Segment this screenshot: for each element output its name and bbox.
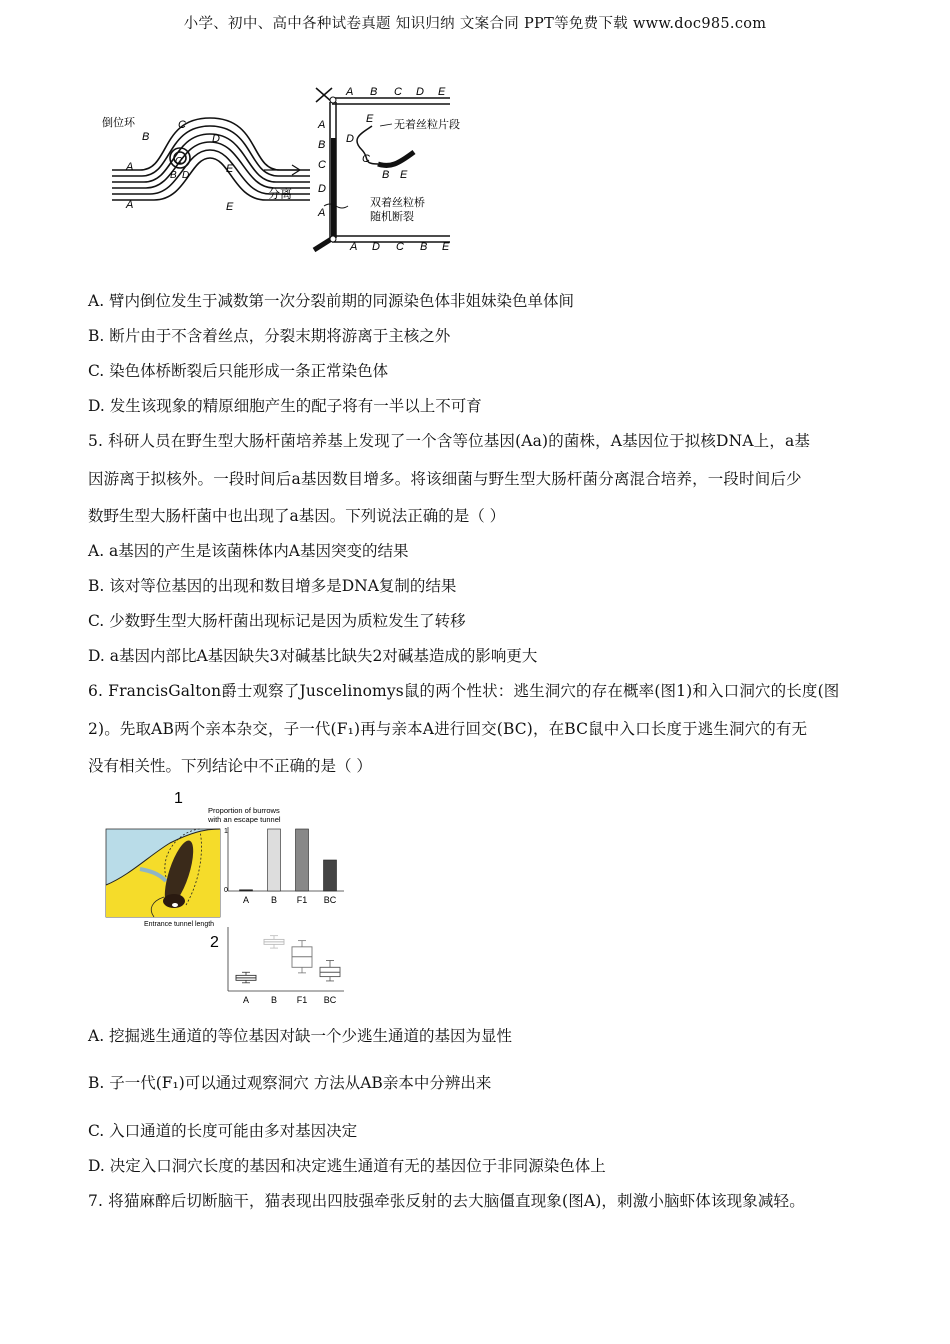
label-b1: B: [142, 131, 150, 143]
label-a1: A: [126, 161, 134, 173]
q5-stem-line3: 数野生型大肠杆菌中也出现了a基因。下列说法正确的是（ ）: [88, 507, 506, 525]
q7-stem-line1: 7. 将猫麻醉后切断脑干，猫表现出四肢强牵张反射的去大脑僵直现象(图A)，刺激小脑虾体该现象减轻。: [88, 1192, 805, 1210]
panel1-ymin: 0: [224, 887, 228, 894]
panel1-label: 1: [174, 790, 183, 807]
q4-option-d: D. 发生该现象的精原细胞产生的配子将有一半以上不可育: [88, 397, 482, 415]
frag-c: C: [362, 153, 370, 165]
top-seq-a: A: [346, 86, 354, 98]
top-seq-b: B: [370, 86, 378, 98]
bar-b: [268, 829, 281, 891]
label-c1: C: [178, 119, 186, 131]
q5-stem-line2: 因游离于拟核外。一段时间后a基因数目增多。将该细菌与野生型大肠杆菌分离混合培养，一段时间后少: [88, 470, 802, 488]
box-label-a: A: [242, 995, 250, 1005]
q5-option-d: D. a基因内部比A基因缺失3对碱基比缺失2对碱基造成的影响更大: [88, 647, 538, 665]
bottom-seq-e: E: [442, 241, 450, 253]
frag-e2: E: [400, 169, 408, 181]
vert-seq-d: D: [318, 183, 326, 195]
label-b2: B: [170, 170, 177, 181]
bridge-label-1: 双着丝粒桥: [370, 197, 425, 209]
bottom-seq-a: A: [350, 241, 358, 253]
frag-d: D: [346, 133, 354, 145]
q4-option-c: C. 染色体桥断裂后只能形成一条正常染色体: [88, 362, 389, 380]
top-seq-d: D: [416, 86, 424, 98]
bar-label-f1: F1: [296, 895, 308, 905]
box-label-f1: F1: [296, 995, 308, 1005]
panel1-title-line1: Proportion of burrows: [208, 806, 280, 815]
top-seq-c: C: [394, 86, 402, 98]
label-a2: A: [126, 199, 134, 211]
label-e2: E: [226, 201, 234, 213]
vert-seq-a: A: [318, 119, 326, 131]
page-header: 小学、初中、高中各种试卷真题 知识归纳 文案合同 PPT等免费下载 www.doc985.com: [183, 16, 767, 32]
q6-stem-line3: 没有相关性。下列结论中不正确的是（ ）: [88, 757, 372, 775]
q6-option-c: C. 入口通道的长度可能由多对基因决定: [88, 1122, 358, 1140]
vert-seq-b: B: [318, 139, 326, 151]
q5-option-c: C. 少数野生型大肠杆菌出现标记是因为质粒发生了转移: [88, 612, 466, 630]
q4-option-b: B. 断片由于不含着丝点，分裂末期将游离于主核之外: [88, 327, 451, 345]
q6-option-b: B. 子一代(F₁)可以通过观察洞穴 方法从AB亲本中分辨出来: [88, 1074, 492, 1092]
label-c2: C: [175, 156, 183, 167]
bottom-seq-b: B: [420, 241, 428, 253]
label-d2: D: [182, 170, 190, 181]
inversion-loop-label: 倒位环: [102, 117, 135, 129]
q6-option-d: D. 决定入口洞穴长度的基因和决定逃生通道有无的基因位于非同源染色体上: [88, 1157, 606, 1175]
label-d1: D: [212, 133, 220, 145]
bar-a: [240, 890, 253, 891]
bottom-seq-d: D: [372, 241, 380, 253]
q5-option-b: B. 该对等位基因的出现和数目增多是DNA复制的结果: [88, 577, 457, 595]
vert-seq-a2: A: [318, 207, 326, 219]
panel1-title-line2: with an escape tunnel: [208, 815, 281, 824]
q5-option-a: A. a基因的产生是该菌株体内A基因突变的结果: [88, 542, 409, 560]
q6-stem-line2: 2)。先取AB两个亲本杂交，子一代(F₁)再与亲本A进行回交(BC)，在BC鼠中入口长度于逃生洞穴的有无: [88, 720, 808, 738]
panel2-label: 2: [210, 934, 219, 951]
inversion-diagram: [100, 78, 480, 258]
label-e1: E: [226, 163, 234, 175]
box-label-bc: BC: [323, 995, 337, 1005]
bottom-seq-c: C: [396, 241, 404, 253]
bridge-label-2: 随机断裂: [370, 211, 414, 223]
q6-stem-line1: 6. FrancisGalton爵士观察了Juscelinomys鼠的两个性状：逃生洞穴的存在概率(图1)和入口洞穴的长度(图: [88, 682, 840, 700]
bar-label-a: A: [242, 895, 250, 905]
frag-b: B: [382, 169, 390, 181]
box-label-b: B: [270, 995, 278, 1005]
q5-stem-line1: 5. 科研人员在野生型大肠杆菌培养基上发现了一个含等位基因(Aa)的菌株，A基因位于拟核DNA上，a基: [88, 432, 811, 450]
bar-bc: [324, 860, 337, 891]
no-centromere-label: 无着丝粒片段: [394, 119, 460, 131]
tunnel-length-label: Entrance tunnel length: [144, 921, 215, 928]
vert-seq-c: C: [318, 159, 326, 171]
q6-option-a: A. 挖掘逃生通道的等位基因对缺一个少逃生通道的基因为显性: [88, 1027, 513, 1045]
top-seq-e: E: [438, 86, 446, 98]
frag-e: E: [366, 113, 374, 125]
bar-label-bc: BC: [323, 895, 337, 905]
q4-option-a: A. 臂内倒位发生于减数第一次分裂前期的同源染色体非姐妹染色单体间: [88, 292, 575, 310]
bar-label-b: B: [270, 895, 278, 905]
separate-label: 分离: [268, 187, 293, 201]
bar-f1: [296, 829, 309, 891]
burrow-figure: [100, 785, 360, 1010]
panel1-ymax: 1: [224, 828, 228, 835]
